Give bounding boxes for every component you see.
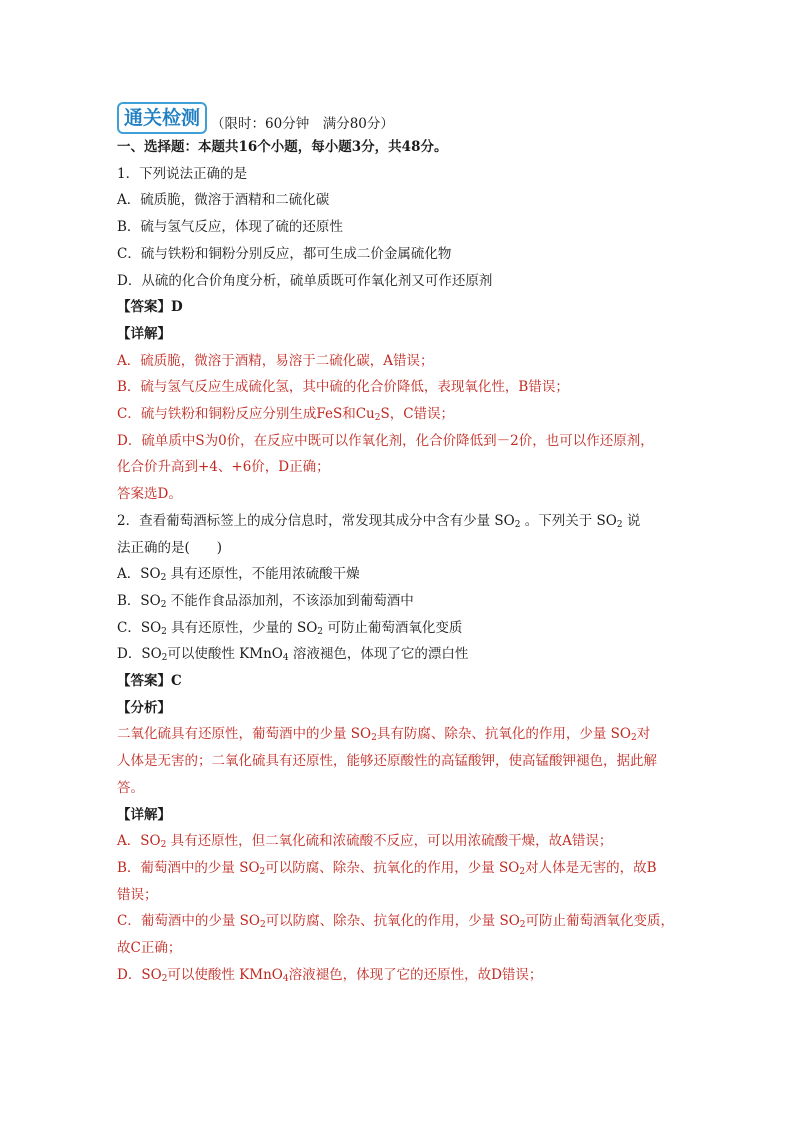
q1-detail-d-1: D．硫单质中S为0价，在反应中既可以作氧化剂，化合价降低到－2价，也可以作还原剂， xyxy=(117,432,654,449)
q2-stem-1: 2．查看葡萄酒标签上的成分信息时，常发现其成分中含有少量 $SO_2$ 。下列关于 $SO_2$ 说 xyxy=(117,512,641,530)
header-row xyxy=(117,96,682,134)
q1-stem: 1．下列说法正确的是 xyxy=(117,165,248,182)
q1-detail-b: B．硫与氢气反应生成硫化氢，其中硫的化合价降低，表现氧化性，B错误； xyxy=(117,379,569,396)
q1-answer: 【答案】D xyxy=(117,299,183,316)
document-page xyxy=(117,96,682,989)
q2-detail-c-1: C．葡萄酒中的少量 $SO_2$可以防腐、除杂、抗氧化的作用，少量 $SO_2$可防止葡萄酒氧化变质， xyxy=(117,913,675,931)
q2-detail-label: 【详解】 xyxy=(117,806,171,823)
q2-option-b: B．$SO_2$ 不能作食品添加剂，不该添加到葡萄酒中 xyxy=(117,592,414,610)
q1-option-c: C．硫与铁粉和铜粉分别反应，都可生成二价金属硫化物 xyxy=(117,245,452,262)
q1-option-b: B．硫与氢气反应，体现了硫的还原性 xyxy=(117,219,343,236)
q2-analysis-3: 答。 xyxy=(117,779,144,796)
time-limit: （限时：60分钟 满分80分） xyxy=(211,116,394,132)
q2-analysis-label: 【分析】 xyxy=(117,699,171,716)
q2-option-c: C．$SO_2$ 具有还原性，少量的 $SO_2$ 可防止葡萄酒氧化变质 xyxy=(117,619,463,637)
q1-option-a: A．硫质脆，微溶于酒精和二硫化碳 xyxy=(117,192,330,209)
q2-detail-c-2: 故C正确； xyxy=(117,940,182,957)
q2-detail-a: A．$SO_2$ 具有还原性，但二氧化硫和浓硫酸不反应，可以用浓硫酸干燥，故A错误； xyxy=(117,833,613,851)
section-heading: 一、选择题：本题共16个小题，每小题3分，共48分。 xyxy=(117,139,448,155)
q1-detail-a: A．硫质脆，微溶于酒精，易溶于二硫化碳，A错误； xyxy=(117,352,434,369)
q2-detail-d: D．$SO_2$可以使酸性 KMnO$_4$溶液褪色，体现了它的还原性，故D错误； xyxy=(117,966,543,984)
q2-answer: 【答案】C xyxy=(117,673,182,690)
q1-detail-label: 【详解】 xyxy=(117,325,171,342)
q2-analysis-2: 人体是无害的；二氧化硫具有还原性，能够还原酸性的高锰酸钾，使高锰酸钾褪色，据此解 xyxy=(117,753,657,770)
q1-option-d: D．从硫的化合价角度分析，硫单质既可作氧化剂又可作还原剂 xyxy=(117,272,493,289)
q2-analysis-1: 二氧化硫具有还原性，葡萄酒中的少量 $SO_2$具有防腐、除杂、抗氧化的作用，少量 $SO_2$对 xyxy=(117,726,651,744)
q1-detail-c: C．硫与铁粉和铜粉反应分别生成FeS和$Cu_2S$，C错误； xyxy=(117,406,455,424)
q1-conclusion: 答案选D。 xyxy=(117,486,182,503)
q1-detail-d-2: 化合价升高到+4、+6价，D正确； xyxy=(117,459,330,476)
q2-detail-b-1: B．葡萄酒中的少量 $SO_2$可以防腐、除杂、抗氧化的作用，少量 $SO_2$对人体是无害的，故B xyxy=(117,859,657,877)
section-badge: 通关检测 xyxy=(117,102,207,134)
q2-detail-b-2: 错误； xyxy=(117,886,158,903)
q2-stem-2: 法正确的是( ) xyxy=(117,539,223,556)
q2-option-d: D．$SO_2$可以使酸性 KMnO$_4$ 溶液褪色，体现了它的漂白性 xyxy=(117,646,469,664)
q2-option-a: A．$SO_2$ 具有还原性，不能用浓硫酸干燥 xyxy=(117,566,360,584)
